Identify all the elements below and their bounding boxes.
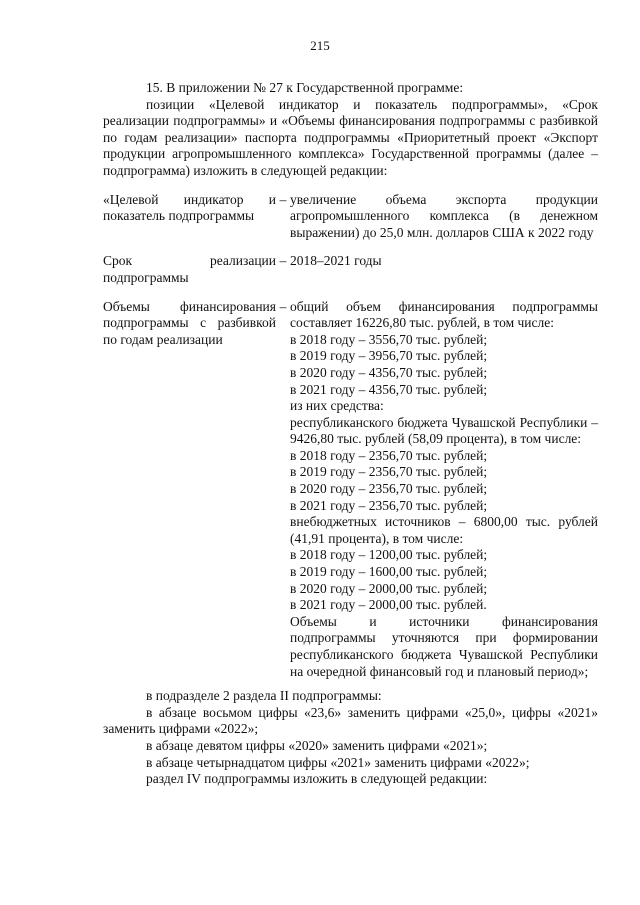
passport-label: Объемы финансирования подпрограммы с разбивкой по годам реализации (103, 298, 276, 347)
dash: – (279, 253, 287, 269)
amendment-paragraph: в абзаце четырнадцатом цифры «2021» заменить цифрами «2022»; (146, 754, 530, 770)
amendment-paragraph: раздел IV подпрограммы изложить в следующей редакции: (146, 771, 488, 787)
passport-row-indicator (103, 192, 598, 242)
passport-row-financing (103, 299, 598, 681)
passport-value (290, 299, 598, 681)
dash: – (279, 298, 287, 314)
page-number: 215 (310, 38, 330, 53)
passport-line: внебюджетных источников – 6800,00 тыс. рублей (41,91 процента), в том числе: (290, 514, 598, 546)
document-body (103, 80, 598, 788)
passport-line: в 2018 году – 1200,00 тыс. рублей; (290, 547, 488, 563)
passport-line: в 2018 году – 2356,70 тыс. рублей; (290, 447, 488, 463)
passport-line: из них средства: (290, 398, 384, 414)
passport-line: республиканского бюджета Чувашской Республики – 9426,80 тыс. рублей (58,09 процента), в том числе: (290, 414, 598, 447)
passport-value (290, 192, 598, 242)
passport-line: в 2019 году – 1600,00 тыс. рублей; (290, 564, 488, 580)
amendment-paragraph: в абзаце восьмом цифры «23,6» заменить цифрами «25,0», цифры «2021» заменить цифрами «2022»; (103, 704, 598, 737)
passport-line: 2018–2021 годы (290, 253, 382, 269)
passport-line: Объемы и источники финансирования подпрограммы уточняются при формировании республиканского бюджета Чувашской Республики на очередной финансовый год и плановый период»; (290, 613, 598, 679)
passport-line: в 2019 году – 2356,70 тыс. рублей; (290, 464, 488, 480)
passport-label: «Целевой индикатор и показатель подпрограммы (103, 191, 276, 224)
passport-line: в 2020 году – 4356,70 тыс. рублей; (290, 364, 488, 380)
passport-line: в 2021 году – 2356,70 тыс. рублей; (290, 497, 488, 513)
passport-line: в 2019 году – 3956,70 тыс. рублей; (290, 348, 488, 364)
intro-paragraph: позиции «Целевой индикатор и показатель подпрограммы», «Срок реализации подпрограммы» и «Объемы финансирования подпрограммы с разбивкой по годам реализации» паспорта подпрограммы «Приоритетный проект «Экспорт продукции агропромышленного комплекса» Государственной программы (далее – подпрограмма) изложить в следующей редакции: (103, 96, 598, 178)
passport-line: увеличение объема экспорта продукции агропромышленного комплекса (в денежном выражении) до 25,0 млн. долларов США к 2022 году (290, 191, 598, 240)
amendment-paragraph: в подразделе 2 раздела II подпрограммы: (146, 688, 382, 704)
passport-line: в 2021 году – 2000,00 тыс. рублей. (290, 597, 487, 613)
passport-line: в 2020 году – 2356,70 тыс. рублей; (290, 481, 488, 497)
passport-line: в 2020 году – 2000,00 тыс. рублей; (290, 580, 488, 596)
dash: – (279, 191, 287, 207)
passport-line: в 2018 году – 3556,70 тыс. рублей; (290, 331, 488, 347)
amendment-paragraph: в абзаце девятом цифры «2020» заменить цифрами «2021»; (146, 737, 488, 753)
section-heading: 15. В приложении № 27 к Государственной программе: (146, 80, 464, 95)
passport-row-term (103, 253, 598, 286)
passport-label: Срок реализации подпрограммы (103, 253, 276, 285)
passport-value (290, 253, 598, 286)
passport-line: в 2021 году – 4356,70 тыс. рублей; (290, 381, 488, 397)
amendments-list (103, 688, 598, 788)
passport-line: общий объем финансирования подпрограммы составляет 16226,80 тыс. рублей, в том числе: (290, 298, 598, 331)
